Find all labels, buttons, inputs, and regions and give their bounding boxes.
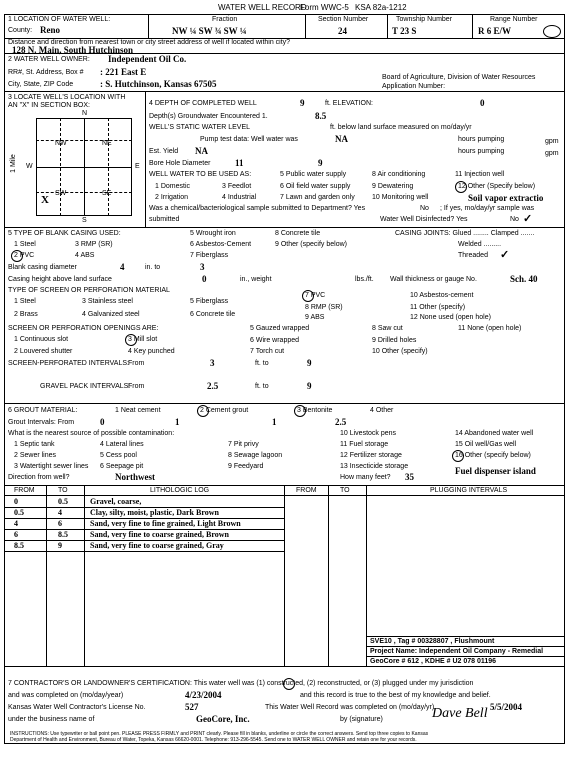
license-value: 527 [185,702,199,712]
use-2: 2 Irrigation [155,194,189,201]
casing-4: 4 ABS [75,252,95,259]
sp-to-value: 9 [307,358,312,368]
opening-1: 1 Continuous slot [14,336,69,343]
section3-label: 3 LOCATE WELL'S LOCATION WITH AN "X" IN SECTION BOX: [8,94,126,109]
gpm-2: gpm [545,150,559,157]
direction-label: Direction from well? [8,474,70,481]
use-7: 7 Lawn and garden only [280,194,355,201]
north-label: N [82,110,88,117]
height-value: 0 [202,274,207,284]
section5-label: 5 TYPE OF BLANK CASING USED: [8,230,121,237]
use-6: 6 Oil field water supply [280,183,351,190]
use-4: 4 Industrial [222,194,257,201]
chem-no: No [420,205,429,212]
contam-9: 9 Feedyard [228,463,264,470]
section-number-label: Section Number [318,16,369,23]
welded-label: Welded ......... [458,241,502,248]
range-circle [543,25,561,38]
grout-3-circle [294,405,306,417]
use-10: 10 Monitoring well [372,194,429,201]
wall-label: Wall thickness or gauge No. [390,276,477,283]
opening-3-circle [125,334,137,346]
opening-8: 8 Saw cut [372,325,403,332]
pump-test-value: NA [335,134,348,144]
gp-to-label: ft. to [255,383,269,390]
groundwater-label: Depth(s) Groundwater Encountered 1. [149,113,268,120]
blank-diam-value: 4 [120,262,125,272]
casing-5: 5 Wrought iron [190,230,236,237]
screen-12: 12 None used (open hole) [410,314,491,321]
casing-8: 8 Concrete tile [275,230,321,237]
opening-10: 10 Other (specify) [372,348,428,355]
form-title: WATER WELL RECORD [218,3,307,12]
use-12-circle [455,181,467,193]
business-name: GeoCore, Inc. [196,714,250,724]
south-label: S [82,217,87,224]
county-label: County: [8,27,33,34]
bore-label: Bore Hole Diameter [149,160,211,167]
how-many-feet-value: 35 [405,472,414,482]
distance-value: 128 N. Main, South Hutchinson [12,45,134,55]
contam-15: 15 Oil well/Gas well [455,441,517,448]
screen-7: 7 PVC [305,292,326,299]
use-9: 9 Dewatering [372,183,414,190]
west-label: W [26,163,33,170]
sp-label: SCREEN-PERFORATED INTERVALS: [8,360,129,367]
ksa-number: KSA 82a-1212 [355,3,407,12]
grout-intervals-label: Grout Intervals: From [8,419,75,426]
disinfect-no: No [510,216,519,223]
cert-line-4: under the business name of [8,716,95,723]
address-label: RR#, St. Address, Box # [8,69,84,76]
township-value: T 23 S [392,26,417,36]
contam-5: 5 Cess pool [100,452,137,459]
gp-label: GRAVEL PACK INTERVALS: [40,383,131,390]
opening-7: 7 Torch cut [250,348,285,355]
instructions-2: Department of Health and Environment, Bureau of Water, Topeka, Kansas 66620-0001. Telephone: 913-296-5545. Send one to WATER WELL OWNER and retain one for your records. [10,737,417,743]
log-note-2: Project Name: Independent Oil Company - Remedial [370,648,544,655]
grout-2: 2 Cement grout [200,407,249,414]
opening-5: 5 Gauzed wrapped [250,325,310,332]
use-1: 1 Domestic [155,183,191,190]
screen-4: 4 Galvanized steel [82,311,140,318]
screen-7-circle [302,290,314,302]
se-label: SE [102,190,112,197]
how-many-feet-label: How many feet? [340,474,391,481]
elevation-value: 0 [480,98,485,108]
joints-label: CASING JOINTS: Glued ........ Clamped ....... [395,230,535,237]
log-from-0: 0 [14,497,18,506]
signature-label: by (signature) [340,716,383,723]
threaded-label: Threaded [458,252,488,259]
log-lithology-header: LITHOLOGIC LOG [150,487,210,494]
log-from-2: 4 [14,519,18,528]
screen-5: 5 Fiberglass [190,298,229,305]
grout-4: 4 Other [370,407,394,414]
chem-rest: ; If yes, mo/day/yr sample was [440,205,535,212]
plug-to-header: TO [340,487,350,494]
contam-3: 3 Watertight sewer lines [14,463,89,470]
grout-3: 3 Bentonite [297,407,333,414]
log-from-1: 0.5 [14,508,24,517]
section1-label: 1 LOCATION OF WATER WELL: [8,16,111,23]
contam-6: 6 Seepage pit [100,463,144,470]
depth-value: 9 [300,98,305,108]
static-level-rest: ft. below land surface measured on mo/day/yr [330,124,472,131]
instructions-1: INSTRUCTIONS: Use typewriter or ball point pen. PLEASE PRESS FIRMLY and PRINT clearly. Please fill in blanks, underline or circle the correct answers. Send top three copies to Kansas [10,731,429,737]
section-number-value: 24 [338,26,347,36]
screen-3: 3 Stainless steel [82,298,133,305]
submitted-label: submitted [149,216,180,223]
constructed-circle [283,678,295,690]
pump-test-label: Pump test data: Well water was [200,136,298,143]
log-note-3: GeoCore # 612 , KDHE # U2 078 01196 [370,658,497,665]
east-label: E [135,163,140,170]
bore-to-value: 9 [318,158,323,168]
record-date: 5/5/2004 [490,702,523,712]
board-label: Board of Agriculture, Division of Water Resources [382,74,536,81]
gi-2: 1 [175,417,180,427]
contam-8: 8 Sewage lagoon [228,452,283,459]
screen-6: 6 Concrete tile [190,311,236,318]
wall-value: Sch. 40 [510,274,538,284]
groundwater-value: 8.5 [315,111,327,121]
cert-line-3: Kansas Water Well Contractor's License No. [8,704,146,711]
bore-value: 11 [235,158,244,168]
range-label: Range Number [490,16,538,23]
township-label: Township Number [396,16,453,23]
depth-label: 4 DEPTH OF COMPLETED WELL [149,100,257,107]
use-12: 12 Other (Specify below) [458,183,536,190]
opening-6: 6 Wire wrapped [250,337,300,344]
gp-to-value: 9 [307,381,312,391]
plug-from-header: FROM [296,487,317,494]
screen-material-label: TYPE OF SCREEN OR PERFORATION MATERIAL [8,287,170,294]
screen-11: 11 Other (specify) [410,304,466,311]
lbs-label: lbs./ft. [355,276,374,283]
log-to-0: 0.5 [58,497,68,506]
cert-line-1: 7 CONTRACTOR'S OR LANDOWNER'S CERTIFICATION: This water well was (1) constructed, (2) reconstructed, or (3) plugged under my jurisdiction [8,680,474,687]
range-value: R 6 E/W [478,26,512,36]
screen-9: 9 ABS [305,314,325,321]
gi-3: 1 [272,417,277,427]
log-lithology-2: Sand, very fine to fine grained, Light Brown [90,519,241,528]
use-label: WELL WATER TO BE USED AS: [149,171,252,178]
screen-8: 8 RMP (SR) [305,304,343,311]
other-use-value: Soil vapor extractio [468,193,544,203]
contam-10: 10 Livestock pens [340,430,397,437]
log-lithology-0: Gravel, coarse, [90,497,142,506]
log-to-2: 6 [58,519,62,528]
contam-label: What is the nearest source of possible contamination: [8,430,175,437]
disinfect-label: Water Well Disinfected? Yes [380,216,468,223]
cert-line-3b: This Water Well Record was completed on (mo/day/yr) [265,704,435,711]
contam-1: 1 Septic tank [14,441,55,448]
location-x-mark: X [41,194,49,206]
threaded-check: ✓ [500,249,510,261]
city-value: : S. Hutchinson, Kansas 67505 [100,79,217,89]
contam-12: 12 Fertilizer storage [340,452,402,459]
casing-1: 1 Steel [14,241,36,248]
log-lithology-3: Sand, very fine to coarse grained, Brown [90,530,229,539]
openings-label: SCREEN OR PERFORATION OPENINGS ARE: [8,325,159,332]
fraction-value: NW ¼ SW ¾ SW ¼ [172,26,247,36]
screen-1: 1 Steel [14,298,36,305]
log-from-3: 6 [14,530,18,539]
gi-4: 2.5 [335,417,347,427]
casing-6: 6 Asbestos-Cement [190,241,252,248]
address-value: : 221 East E [100,67,147,77]
log-lithology-4: Sand, very fine to coarse grained, Gray [90,541,224,550]
cert-line-2: and was completed on (mo/day/year) [8,692,124,699]
log-to-3: 8.5 [58,530,68,539]
opening-11: 11 None (open hole) [458,325,522,332]
screen-2: 2 Brass [14,311,38,318]
distance-label: Distance and direction from nearest town or city street address of well if located within city? [8,39,291,46]
gp-from-label: From [128,383,145,390]
city-label: City, State, ZIP Code [8,81,74,88]
casing-3: 3 RMP (SR) [75,241,113,248]
casing-2: 2 PVC [14,252,35,259]
blank-diam-to-value: 3 [200,262,205,272]
static-level-label: WELL'S STATIC WATER LEVEL [149,124,251,131]
opening-4: 4 Key punched [128,348,175,355]
cert-line-2b: and this record is true to the best of my knowledge and belief. [300,692,491,699]
completed-date: 4/23/2004 [185,690,222,700]
casing-7: 7 Fiberglass [190,252,229,259]
opening-2: 2 Louvered shutter [14,348,73,355]
grout-label: 6 GROUT MATERIAL: [8,407,78,414]
contam-13: 13 Insecticide storage [340,463,409,470]
hours-pumping-1: hours pumping [458,136,505,143]
nw-label: NW [55,140,67,147]
contam-11: 11 Fuel storage [340,441,389,448]
blank-diam-to: in. to [145,264,161,271]
log-note-1: SVE10 , Tag # 00328807 , Flushmount [370,638,495,645]
log-from-4: 8.5 [14,541,24,550]
log-lithology-1: Clay, silty, moist, plastic, Dark Brown [90,508,219,517]
direction-value: Northwest [115,472,155,482]
use-5: 5 Public water supply [280,171,347,178]
county-value: Reno [40,25,60,35]
blank-diam-label: Blank casing diameter [8,264,77,271]
sp-from-value: 3 [210,358,215,368]
contam-16-circle [452,450,464,462]
check-mark: ✓ [523,213,533,225]
casing-9: 9 Other (specify below) [275,241,347,248]
contam-4: 4 Lateral lines [100,441,144,448]
use-3: 3 Feedlot [222,183,252,190]
sp-to-label: ft. to [255,360,269,367]
ne-label: NE [102,140,112,147]
log-to-4: 9 [58,541,62,550]
contam-16: 16 Other (specify below) [455,452,531,459]
signature: Dave Bell [432,706,488,721]
contam-2: 2 Sewer lines [14,452,57,459]
form-number: Form WWC-5 [300,3,349,12]
application-label: Application Number: [382,83,446,90]
chem-label: Was a chemical/bacteriological sample submitted to Department? Yes [149,205,366,212]
use-11: 11 Injection well [455,171,505,178]
sp-from-label: From [128,360,145,367]
plug-intervals-header: PLUGGING INTERVALS [430,487,508,494]
grout-2-circle [197,405,209,417]
gi-1: 0 [100,417,105,427]
weight-label: in., weight [240,276,272,283]
hours-pumping-2: hours pumping [458,148,505,155]
casing-2-circle [11,250,23,262]
owner-value: Independent Oil Co. [108,54,187,64]
gpm-1: gpm [545,138,559,145]
elevation-label: ft. ELEVATION: [325,100,373,107]
yield-label: Est. Yield [149,148,179,155]
screen-10: 10 Asbestos-cement [410,292,474,299]
grout-1: 1 Neat cement [115,407,161,414]
log-from-header: FROM [14,487,35,494]
sw-label: SW [55,190,67,197]
section2-label: 2 WATER WELL OWNER: [8,56,90,63]
contam-14: 14 Abandoned water well [455,430,534,437]
mile-label: 1 Mile [9,154,17,173]
contam-7: 7 Pit privy [228,441,259,448]
opening-9: 9 Drilled holes [372,337,417,344]
log-to-1: 4 [58,508,62,517]
log-to-header: TO [58,487,68,494]
use-8: 8 Air conditioning [372,171,426,178]
fraction-label: Fraction [212,16,238,23]
other-contam-value: Fuel dispenser island [455,466,536,476]
opening-3: 3 Mill slot [128,336,158,343]
gp-from-value: 2.5 [207,381,219,391]
yield-value: NA [195,146,208,156]
height-label: Casing height above land surface [8,276,112,283]
